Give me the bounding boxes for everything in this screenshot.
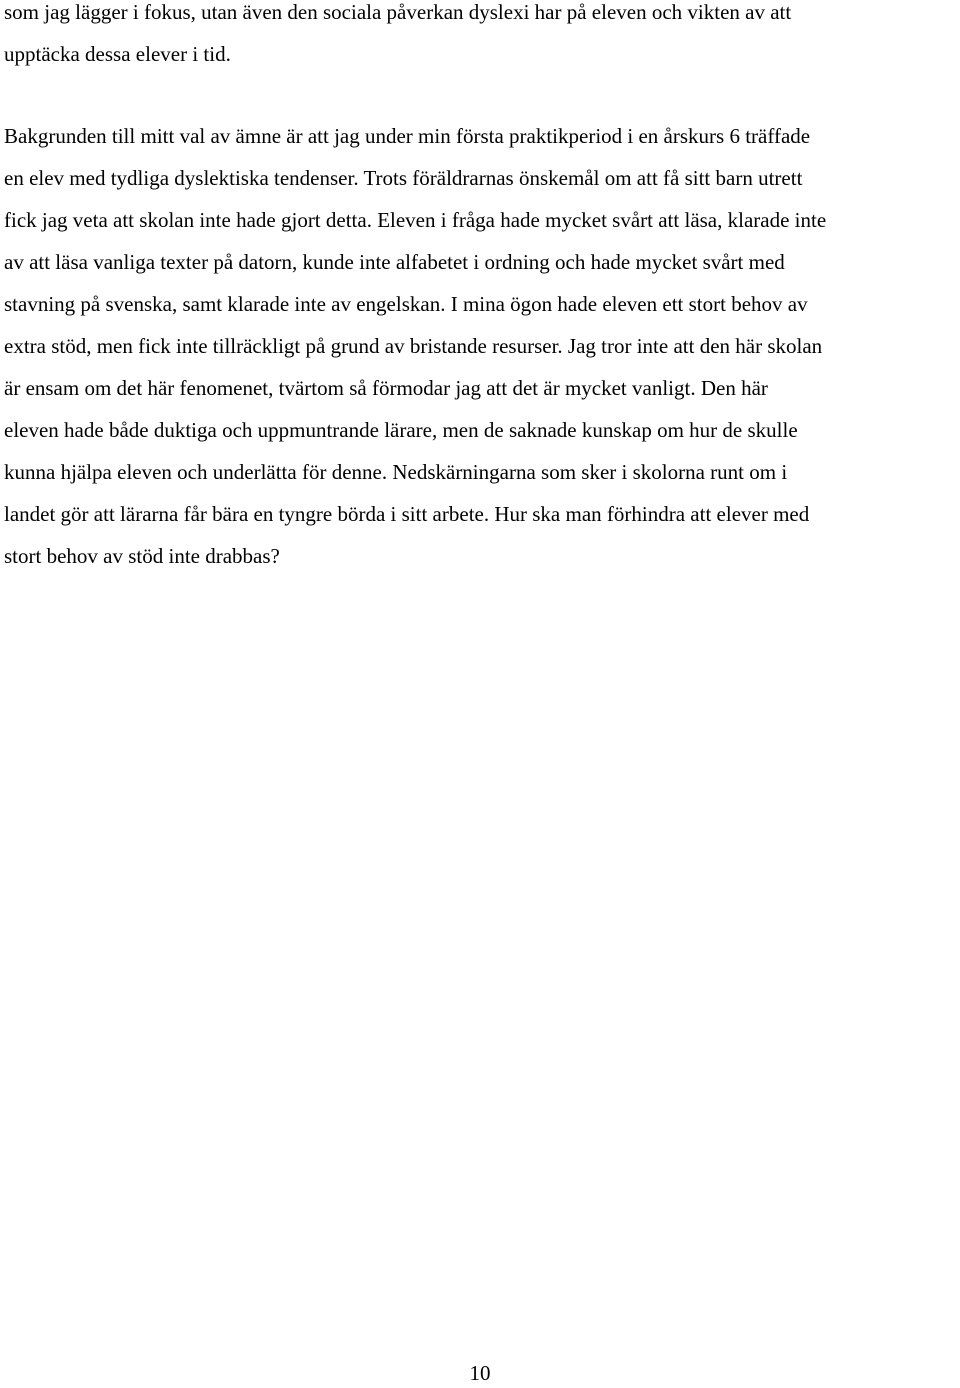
paragraph-line: fick jag veta att skolan inte hade gjort detta. Eleven i fråga hade mycket svårt att läsa, klarade inte xyxy=(4,208,827,232)
paragraph-line: som jag lägger i fokus, utan även den sociala påverkan dyslexi har på eleven och vikten av att xyxy=(4,0,792,24)
paragraph-2 xyxy=(4,115,958,577)
paragraph-line: en elev med tydliga dyslektiska tendenser. Trots föräldrarnas önskemål om att få sitt barn utrett xyxy=(4,166,803,190)
paragraph-line: stort behov av stöd inte drabbas? xyxy=(4,544,280,568)
page-number: 10 xyxy=(469,1361,491,1385)
paragraph-line: kunna hjälpa eleven och underlätta för denne. Nedskärningarna som sker i skolorna runt om i xyxy=(4,460,788,484)
paragraph-line: upptäcka dessa elever i tid. xyxy=(4,42,231,66)
paragraph-line: är ensam om det här fenomenet, tvärtom så förmodar jag att det är mycket vanligt. Den här xyxy=(4,376,768,400)
paragraph-line: eleven hade både duktiga och uppmuntrande lärare, men de saknade kunskap om hur de skulle xyxy=(4,418,798,442)
paragraph-1 xyxy=(4,0,958,75)
paragraph-line: landet gör att lärarna får bära en tyngre börda i sitt arbete. Hur ska man förhindra att elever med xyxy=(4,502,810,526)
paragraph-line: extra stöd, men fick inte tillräckligt på grund av bristande resurser. Jag tror inte att den här skolan xyxy=(4,334,823,358)
paragraph-line: av att läsa vanliga texter på datorn, kunde inte alfabetet i ordning och hade mycket svårt med xyxy=(4,250,785,274)
paragraph-line: Bakgrunden till mitt val av ämne är att jag under min första praktikperiod i en årskurs 6 träffade xyxy=(4,124,811,148)
paragraph-line: stavning på svenska, samt klarade inte av engelskan. I mina ögon hade eleven ett stort behov av xyxy=(4,292,808,316)
